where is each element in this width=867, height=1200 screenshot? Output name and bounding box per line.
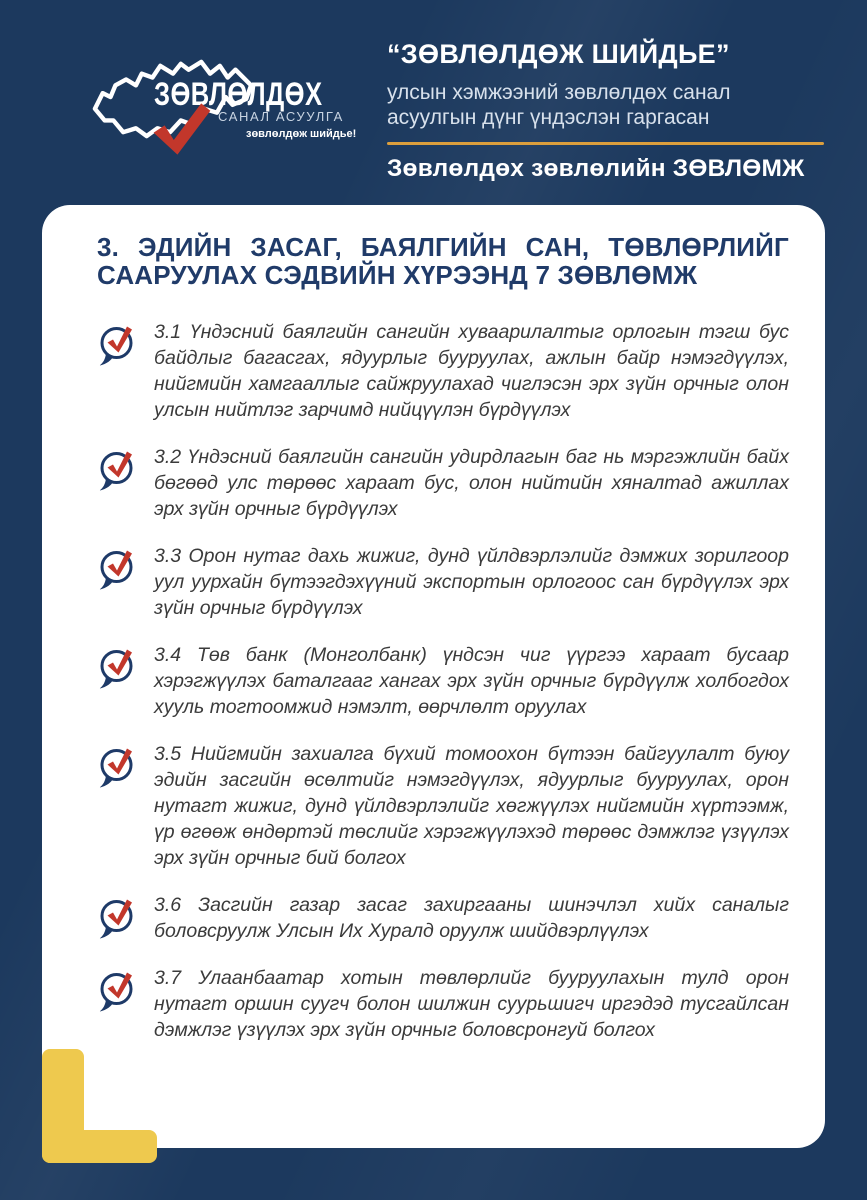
item-text: 3.1 Үндэсний баялгийн сангийн хуваарилалтыг орлогын тэгш бус байдлыг багасгах, ядуурлыг бууруулах, ажлын байр нэмэгдүүлэх, нийгмийн хамгааллыг сайжруулахад чиглэсэн эрх зүйн орчныг олон улсын нийтлэг зарчимд нийцүүлэн бүрдүүлэх <box>154 321 789 421</box>
gold-divider <box>387 142 824 145</box>
item-text: 3.7 Улаанбаатар хотын төвлөрлийг бууруулахын тулд орон нутагт оршин суугч болон шилжин суурьшигч иргэдэд тусгайлсан дэмжлэг үзүүлэх эрх зүйн орчныг боловсронгуй болгох <box>154 967 789 1041</box>
item-text: 3.3 Орон нутаг дахь жижиг, дунд үйлдвэрлэлийг дэмжих зорилгоор уул уурхайн бүтээгдэхүүний экспортын орлогоос сан бүрдүүлэх эрх зүйн орчныг бүрдүүлэх <box>154 545 789 619</box>
recommendations-card <box>42 205 825 1148</box>
recommendation-list <box>97 319 789 1043</box>
list-item <box>97 965 789 1043</box>
header-subtitle: улсын хэмжээний зөвлөлдөх санал асуулгын дүнг үндэслэн гаргасан <box>387 80 731 130</box>
item-text: 3.4 Төв банк (Монголбанк) үндсэн чиг үүргээ хараат бусаар хэрэгжүүлэх баталгааг хангах эрх зүйн орчныг бүрдүүлж холбогдох хууль тогтоомжид нэмэлт, өөрчлөлт оруулах <box>154 644 789 718</box>
list-item <box>97 543 789 621</box>
header-title: “ЗӨВЛӨЛДӨЖ ШИЙДЬЕ” <box>387 39 730 69</box>
logo <box>88 40 403 195</box>
list-item <box>97 741 789 871</box>
item-text: 3.6 Засгийн газар засаг захиргааны шинэчлэл хийх саналыг боловсруулж Улсын Их Хуралд оруулж шийдвэрлүүлэх <box>154 894 789 942</box>
logo-brand-text: ЗӨВЛӨЛДӨХ <box>154 76 323 112</box>
checkmark-bubble-icon <box>97 544 138 590</box>
checkmark-bubble-icon <box>97 445 138 491</box>
list-item <box>97 892 789 944</box>
item-text: 3.5 Нийгмийн захиалга бүхий томоохон бүтээн байгуулалт буюу эдийн засгийн өсөлтийг нэмэгдүүлэх, ядуурлыг бууруулах, орон нутагт жижиг, дунд үйлдвэрлэлийг хөгжүүлэх нийгмийн хүртээмж, үр өгөөж өндөртэй төслийг хэрэгжүүлэхэд төрөөс дэмжлэг үзүүлэх эрх зүйн орчныг бий болгох <box>154 743 789 869</box>
checkmark-bubble-icon <box>97 966 138 1012</box>
checkmark-bubble-icon <box>97 893 138 939</box>
item-text: 3.2 Үндэсний баялгийн сангийн удирдлагын баг нь мэргэжлийн байх бөгөөд улс төрөөс хараат бус, олон нийтийн хяналтад ажиллах эрх зүйн орчныг бүрдүүлэх <box>154 446 789 520</box>
card-heading-line1: 3. ЭДИЙН ЗАСАГ, БАЯЛГИЙН САН, ТӨВЛӨРЛИЙГ <box>97 232 789 262</box>
list-item <box>97 642 789 720</box>
red-checkmark-icon <box>150 100 214 158</box>
logo-subtitle-text: САНАЛ АСУУЛГА <box>218 109 344 124</box>
checkmark-bubble-icon <box>97 643 138 689</box>
yellow-corner-horizontal-bar <box>42 1130 157 1163</box>
header <box>387 40 824 183</box>
logo-tagline-text: зөвлөлдөж шийдье! <box>246 128 357 140</box>
checkmark-bubble-icon <box>97 742 138 788</box>
yellow-corner-decoration <box>42 1049 157 1163</box>
header-tagline: Зөвлөлдөх зөвлөлийн ЗӨВЛӨМЖ <box>387 154 805 182</box>
card-heading <box>97 233 789 289</box>
card-heading-line2: СААРУУЛАХ СЭДВИЙН ХҮРЭЭНД 7 ЗӨВЛӨМЖ <box>97 260 698 290</box>
list-item <box>97 319 789 423</box>
checkmark-bubble-icon <box>97 320 138 366</box>
list-item <box>97 444 789 522</box>
